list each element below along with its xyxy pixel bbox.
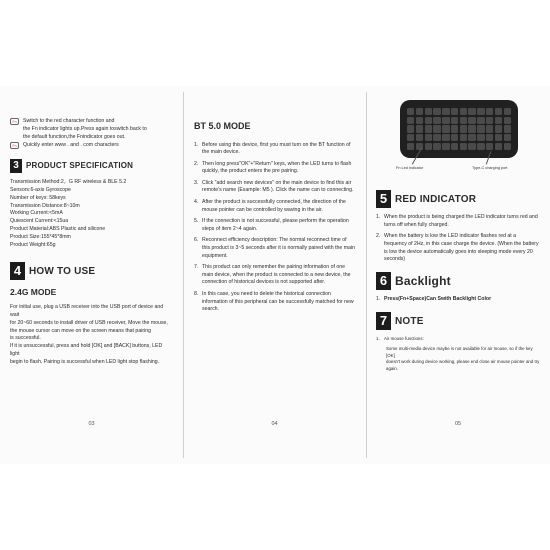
keyboard-key: [486, 117, 493, 124]
spec-item: Sensors:6-axis Gyroscope: [10, 186, 71, 193]
keyboard-key: [407, 125, 414, 132]
bt-steps-list: [194, 142, 356, 315]
list-item: 6. Reconnect efficiency description: The normal reconnect time of this product is 3~5 seconds after it is normally paired with the main equipment.: [194, 236, 355, 259]
keyboard-key: [495, 125, 502, 132]
spec-item: Transmission Distance:8~10m: [10, 202, 80, 209]
keyboard-key: [425, 108, 432, 115]
list-item: 1. Before using this device, first you must turn on the BT function of the main device.: [194, 141, 351, 156]
list-item: 7. This product can only remember the pairing information of one main device, when the product is connected to a new device, the connection of historical devices is not supported after.: [194, 263, 351, 286]
section-title: PRODUCT SPECIFICATION: [26, 161, 134, 171]
keyboard-key: [486, 108, 493, 115]
keyboard-key: [468, 108, 475, 115]
keyboard-key: [442, 117, 449, 124]
keyboard-key: [425, 143, 432, 150]
list-item: 1. When the product is being charged the LED indicator turns red and turns off when fully charged.: [376, 214, 538, 228]
body-line: For initial use, plug a USB receiver into the USB port of device and wait: [10, 304, 164, 318]
page-number: 05: [454, 420, 462, 427]
body-line: the mouse cursor can move on the screen means that pairing: [10, 327, 152, 334]
keyboard-key: [486, 143, 493, 150]
keyboard-key: [468, 134, 475, 141]
keyboard-key: [407, 134, 414, 141]
keyboard-key: [407, 108, 414, 115]
section-heading-spec: [10, 159, 173, 173]
list-item: 3. Click "add search new devices" on the main device to find this air remote's name (Example: M5 ). Click the name can to connecting.: [194, 179, 354, 194]
spec-item: Quiescent Current:<15ua: [10, 218, 69, 225]
spec-item: Product Weight:65g: [10, 241, 56, 248]
section-number: 4: [10, 262, 25, 280]
keyboard-key: [477, 134, 484, 141]
list-item: 4. After the product is successfully connected, the direction of the mouse pointer can be controlled by waving in the air.: [194, 198, 346, 213]
backlight-list: [376, 296, 540, 304]
keyboard-key: [433, 108, 440, 115]
keyboard-key: [451, 108, 458, 115]
bt-mode-title: BT 5.0 MODE: [194, 121, 251, 131]
note-line: doesn't work during device working, please end close air mouse pointer and try again.: [386, 359, 540, 372]
manual-page-05: [366, 86, 550, 464]
page-number: 04: [271, 420, 278, 427]
fn-key-icon: Fn: [10, 118, 19, 125]
keyboard-key: [442, 108, 449, 115]
keyboard-key: [451, 143, 458, 150]
keyboard-illustration: [376, 94, 540, 184]
keyboard-key: [425, 134, 432, 141]
spec-list: [10, 179, 173, 249]
keyboard-key: [495, 108, 502, 115]
keyboard-key: [504, 108, 511, 115]
keyboard-key: [451, 117, 458, 124]
list-item: 2. When the battery is low the LED indicator flashes red at a frequency of 2Hz, in this case charge the device. (When the battery is low the device automatically goes into sleeping mode every 20 seconds): [376, 233, 539, 263]
keyboard-key: [504, 117, 511, 124]
fn-switch-row: [10, 118, 173, 141]
section-number: 5: [376, 190, 391, 208]
keyboard-key: [425, 117, 432, 124]
note-detail: [376, 346, 540, 372]
section-heading-red: [376, 190, 540, 208]
keyboard-key: [477, 125, 484, 132]
keyboard-key: [416, 108, 423, 115]
body-line: If it is unsuccessful, press and hold [OK] and [BACK] buttons, LED light: [10, 343, 163, 357]
switch-text-line: Quickly enter www . and . com characters: [23, 142, 119, 149]
switch-text-line: the default function,the Fnindicator goes out.: [23, 133, 126, 140]
keyboard-key: [433, 125, 440, 132]
spec-item: Product Size:155*45*8mm: [10, 233, 71, 240]
keyboard-key: [504, 143, 511, 150]
keyboard-key: [416, 125, 423, 132]
red-indicator-list: [376, 214, 540, 264]
keyboard-key: [416, 117, 423, 124]
note-line: Some multi-media device maybe is not available for air mouse, so if the key [OK]: [386, 346, 533, 358]
fn-www-row: [10, 142, 173, 150]
keyboard-key: [442, 143, 449, 150]
keyboard-key: [477, 108, 484, 115]
manual-page-03: [0, 86, 183, 464]
keyboard-key: [460, 117, 467, 124]
keyboard-key: [504, 125, 511, 132]
list-item: 1. Press(Fn+Space)Can Swith Backlight Color: [376, 296, 492, 303]
section-heading-backlight: [376, 272, 540, 290]
section-heading-note: [376, 312, 540, 330]
body-line: is successful.: [10, 335, 41, 342]
keyboard-key: [433, 143, 440, 150]
keyboard-key: [468, 143, 475, 150]
keyboard-key: [486, 134, 493, 141]
fn-led-label: Fn Led indicator: [396, 166, 424, 170]
keyboard-key: [433, 134, 440, 141]
keyboard-key: [416, 134, 423, 141]
body-line: begin to flash. Pairing is successful when LED light stop flashing.: [10, 358, 160, 365]
list-item: 2. Then long press"OK"+"Return" keys, when the LED turns to flash quickly, the product enters the pre pairing.: [194, 160, 352, 175]
keyboard-key: [460, 108, 467, 115]
keyboard-key: [407, 143, 414, 150]
page-number: 03: [88, 420, 95, 427]
keyboard-key: [477, 143, 484, 150]
switch-text-line: Switch to the red character function and: [23, 118, 115, 124]
fn-key-icon: Fn: [10, 142, 19, 149]
keyboard-key: [495, 134, 502, 141]
spec-item: Working Current:<5mA: [10, 210, 63, 217]
keyboard-key: [468, 117, 475, 124]
charging-port-label: Type-C charging port: [472, 166, 508, 170]
section-number: 7: [376, 312, 391, 330]
keyboard-key: [504, 134, 511, 141]
switch-text-line: the Fn indicator lights up.Press again toswitch back to: [23, 125, 147, 132]
spec-item: Number of keys: 58keys: [10, 194, 66, 201]
section-number: 6: [376, 272, 391, 290]
section-heading-use: [10, 262, 173, 280]
keyboard-key: [495, 117, 502, 124]
mode-text: [10, 304, 173, 366]
spec-item: Product Material:ABS Plastic and silicone: [10, 225, 106, 232]
keyboard-key: [407, 117, 414, 124]
section-title: Backlight: [395, 274, 451, 289]
keyboard-key: [425, 125, 432, 132]
manual-spread: [0, 86, 550, 464]
keyboard-key: [468, 125, 475, 132]
keyboard-key: [451, 125, 458, 132]
keyboard-key: [495, 143, 502, 150]
list-item: 1. Air mouse functions:: [376, 336, 424, 342]
list-item: 8. In this case, you need to delete the historical connection information of this peripheral can be successfully matched for new search.: [194, 290, 354, 313]
keyboard-key: [451, 134, 458, 141]
keyboard-key: [460, 143, 467, 150]
section-title: RED INDICATOR: [395, 193, 477, 205]
keyboard-key: [486, 125, 493, 132]
section-title: NOTE: [395, 315, 424, 327]
note-list: [376, 336, 540, 343]
body-line: for 20~60 seconds to install driver of USB receiver, Move the mouse,: [10, 319, 168, 326]
remote-keyboard-image: [400, 100, 518, 158]
section-title: HOW TO USE: [29, 265, 96, 277]
keyboard-key: [442, 134, 449, 141]
keyboard-key: [442, 125, 449, 132]
keyboard-key: [477, 117, 484, 124]
keyboard-key: [460, 134, 467, 141]
spec-item: Transmission Method:2。G RF wireless & BLE 5.2: [10, 179, 127, 186]
section-number: 3: [10, 159, 22, 173]
mode-title: 2.4G MODE: [10, 287, 57, 298]
list-item: 5. If the connection is not successful, please perform the operation steps of item 2~4 again.: [194, 217, 349, 232]
keyboard-key: [460, 125, 467, 132]
keyboard-key: [433, 117, 440, 124]
manual-page-04: [183, 86, 366, 464]
